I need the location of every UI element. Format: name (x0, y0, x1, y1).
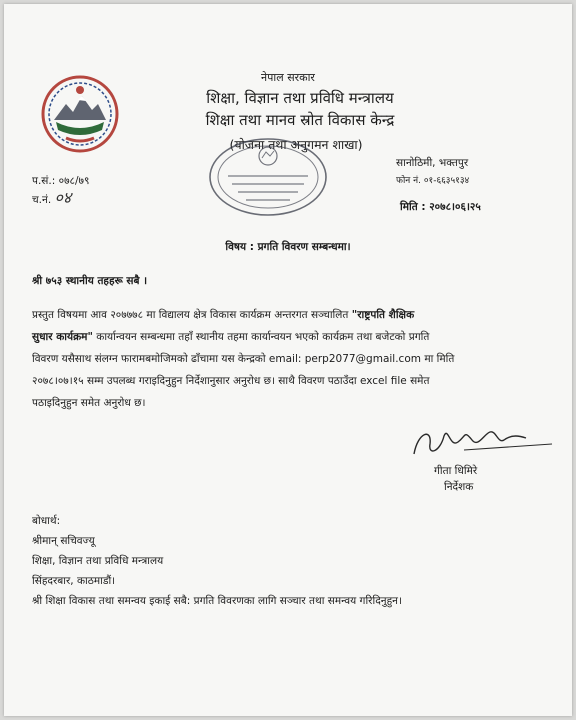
letter-recipient: श्री ७५३ स्थानीय तहहरू सबै । (32, 275, 148, 287)
body-line-5: पठाइदिनुहुन समेत अनुरोध छ। (32, 397, 146, 409)
section-name: (योजना तथा अनुगमन शाखा) (229, 137, 363, 152)
handwritten-signature-icon (404, 422, 554, 462)
program-name-part-2: सुधार कार्यक्रम" (32, 331, 93, 343)
reference-number: प.सं.: ०७८/७९ (32, 175, 90, 187)
cc-line-2: शिक्षा, विज्ञान तथा प्रविधि मन्त्रालय (32, 555, 164, 567)
government-name: नेपाल सरकार (261, 71, 315, 84)
signatory-title: निर्देशक (444, 481, 474, 493)
body-line-1-text: प्रस्तुत विषयमा आव २०७७७८ मा विद्यालय क्षेत्र विकास कार्यक्रम अन्तरगत सञ्चालित (32, 309, 349, 321)
cc-heading: बोधार्थ: (32, 515, 61, 527)
body-line-4: २०७८।०७।१५ सम्म उपलब्ध गराइदिनुहुन निर्देशानुसार अनुरोध छ। साथै विवरण पठाउँदा excel file समेत (32, 375, 430, 387)
body-line-3: विवरण यसैसाथ संलग्न फारामबमोजिमको ढाँचामा यस केन्द्रको email: perp2077@gmail.com मा मिति (32, 353, 455, 365)
cc-line-3: सिंहदरबार, काठमाडौं। (32, 575, 116, 587)
center-name: शिक्षा तथा मानव स्रोत विकास केन्द्र (205, 111, 395, 129)
ministry-name: शिक्षा, विज्ञान तथा प्रविधि मन्त्रालय (206, 89, 394, 107)
letter-subject: विषय : प्रगति विवरण सम्बन्धमा। (225, 241, 351, 253)
body-line-2 (32, 330, 429, 344)
program-name-part-1: "राष्ट्रपति शैक्षिक (351, 309, 415, 321)
body-line-2-text: कार्यान्वयन सम्बन्धमा तहाँ स्थानीय तहमा कार्यान्वयन भएको कार्यक्रम तथा बजेटको प्रगति (96, 331, 430, 343)
dispatch-number (32, 186, 71, 208)
body-line-1 (32, 308, 414, 322)
cc-line-1: श्रीमान् सचिवज्यू (32, 535, 95, 547)
office-address: सानोठिमी, भक्तपुर (396, 157, 469, 169)
letter-sheet (4, 4, 572, 716)
signatory-name: गीता धिमिरे (434, 465, 478, 477)
cc-line-4: श्री शिक्षा विकास तथा समन्वय इकाई सबै: प्रगति विवरणका लागि सञ्चार तथा समन्वय गरिदिनुहुन। (32, 595, 402, 607)
office-phone: फोन नं. ०१-६६३५१३४ (396, 176, 470, 186)
office-stamp-icon (206, 134, 330, 220)
dispatch-number-value: ०४ (54, 188, 72, 207)
dispatch-number-label: च.नं. (32, 194, 52, 206)
letter-date: मिति : २०७८।०६।२५ (400, 201, 481, 213)
